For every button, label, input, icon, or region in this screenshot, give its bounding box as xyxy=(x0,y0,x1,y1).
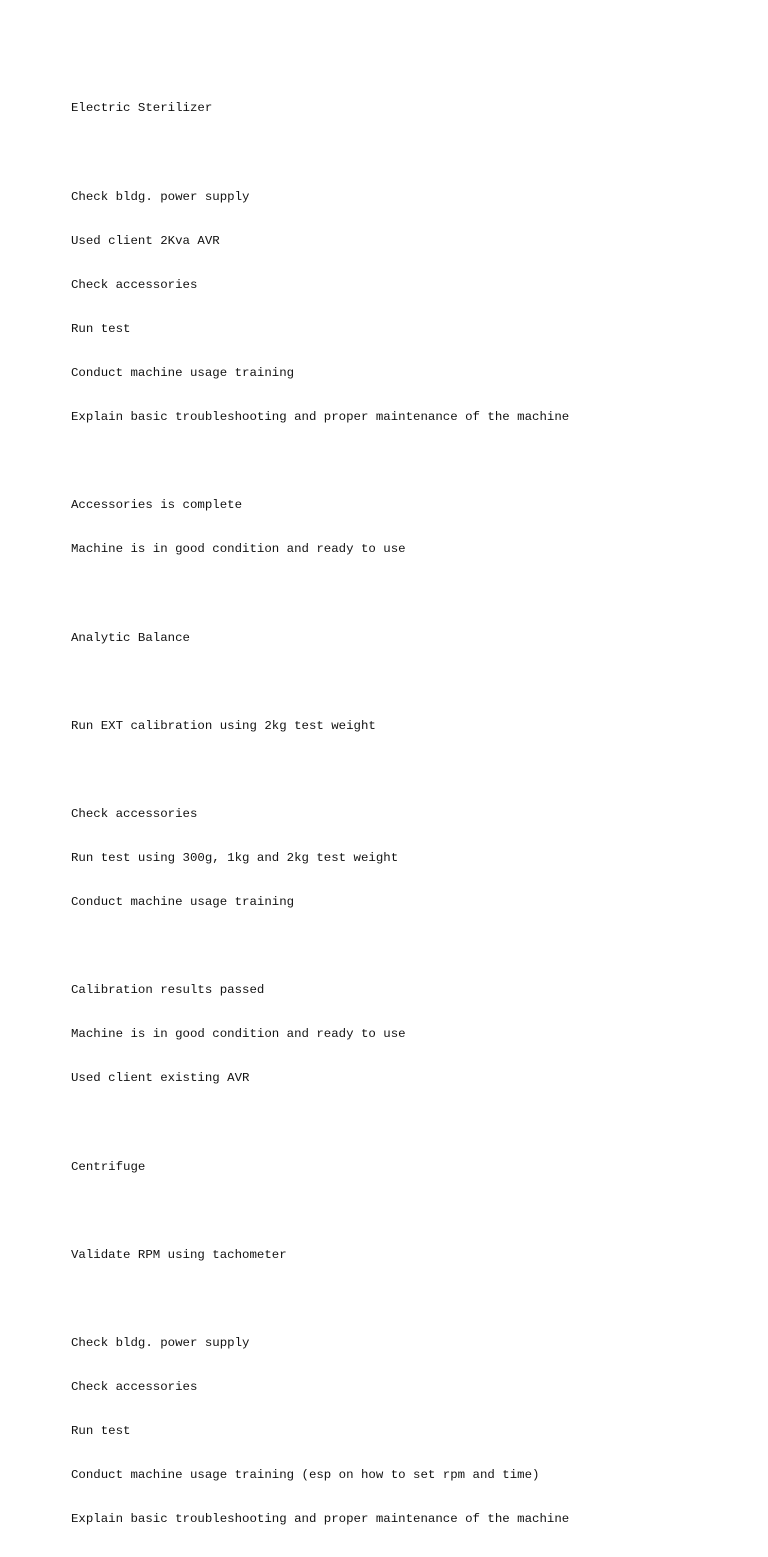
blank-line xyxy=(71,1292,569,1307)
blank-line xyxy=(71,454,569,469)
text-line: Check bldg. power supply xyxy=(71,1336,250,1351)
text-line: Conduct machine usage training (esp on how to set rpm and time) xyxy=(71,1468,540,1483)
blank-line xyxy=(71,586,569,601)
text-line: Calibration results passed xyxy=(71,983,265,998)
text-line: Machine is in good condition and ready to use xyxy=(71,542,406,557)
section-title-analytic-balance: Analytic Balance xyxy=(71,630,190,645)
text-line: Run test using 300g, 1kg and 2kg test weight xyxy=(71,851,399,865)
document-text xyxy=(71,72,569,1557)
text-line: Conduct machine usage training xyxy=(71,365,295,380)
blank-line xyxy=(71,939,569,954)
text-line: Check accessories xyxy=(71,1380,198,1395)
section-title-centrifuge: Centrifuge xyxy=(71,1159,146,1174)
text-line: Validate RPM using tachometer xyxy=(71,1247,287,1262)
blank-line xyxy=(71,763,569,778)
text-line: Explain basic troubleshooting and proper maintenance of the machine xyxy=(71,1512,570,1527)
text-line: Conduct machine usage training xyxy=(71,895,295,910)
text-line: Check accessories xyxy=(71,806,198,821)
text-line: Used client 2Kva AVR xyxy=(71,233,220,248)
blank-line xyxy=(71,675,569,690)
text-line: Accessories is complete xyxy=(71,498,243,513)
text-line: Check accessories xyxy=(71,277,198,292)
text-line: Run EXT calibration using 2kg test weight xyxy=(71,718,376,733)
text-line: Check bldg. power supply xyxy=(71,189,250,204)
text-line: Run test xyxy=(71,321,131,336)
text-line: Machine is in good condition and ready to use xyxy=(71,1027,406,1042)
text-line: Run test xyxy=(71,1424,131,1439)
section-title-electric-sterilizer: Electric Sterilizer xyxy=(71,101,213,116)
blank-line xyxy=(71,146,569,161)
text-line: Used client existing AVR xyxy=(71,1071,250,1086)
blank-line xyxy=(71,1204,569,1219)
text-line: Explain basic troubleshooting and proper maintenance of the machine xyxy=(71,410,570,425)
blank-line xyxy=(71,1116,569,1131)
